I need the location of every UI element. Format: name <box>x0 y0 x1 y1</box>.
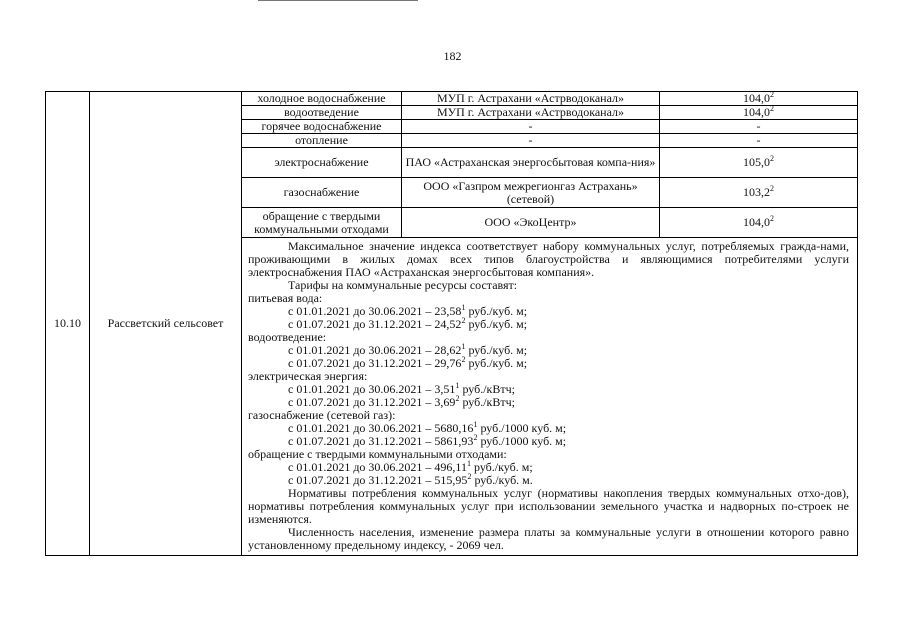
index-table <box>45 91 858 556</box>
top-rule <box>258 0 418 1</box>
tariff-text: с 01.07.2021 до 31.12.2021 – 24,52 <box>288 317 462 331</box>
index-value <box>660 120 858 134</box>
tariff-text: с 01.01.2021 до 30.06.2021 – 496,11 <box>288 460 467 474</box>
footnote-mark: 2 <box>461 355 466 364</box>
table-row <box>46 92 858 106</box>
tariff-unit: руб./куб. м; <box>465 343 528 357</box>
group-label: водоотведение: <box>248 330 327 344</box>
index-value <box>660 92 858 106</box>
index-value <box>660 134 858 148</box>
tariff-text: с 01.01.2021 до 30.06.2021 – 3,51 <box>288 382 456 396</box>
provider-name: - <box>402 120 660 134</box>
index-value <box>660 148 858 178</box>
tariff-unit: руб./куб. м; <box>465 317 528 331</box>
index-number: 103,2 <box>743 185 770 199</box>
provider-name: ПАО «Астраханская энергосбытовая компа-ния» <box>402 148 660 178</box>
index-value <box>660 178 858 208</box>
service-name: электроснабжение <box>242 148 402 178</box>
group-label: газоснабжение (сетевой газ): <box>248 408 396 422</box>
index-number: - <box>756 133 761 147</box>
provider-name: МУП г. Астрахани «Астрводоканал» <box>402 106 660 120</box>
tariff-unit: руб./1000 куб. м; <box>477 434 567 448</box>
footnote-mark: 1 <box>473 420 478 429</box>
tariff-text: с 01.07.2021 до 31.12.2021 – 515,95 <box>288 473 468 487</box>
page-number: 182 <box>443 49 462 63</box>
tariff-unit: руб./1000 куб. м; <box>477 421 567 435</box>
tariff-line <box>248 318 849 331</box>
footnote-mark: 1 <box>455 381 460 390</box>
footnote-mark: 2 <box>770 90 774 99</box>
tariff-text: с 01.01.2021 до 30.06.2021 – 28,62 <box>288 343 462 357</box>
service-name: газоснабжение <box>242 178 402 208</box>
provider-name: ООО «Газпром межрегионгаз Астрахань» (сетевой) <box>402 178 660 208</box>
footnote-mark: 2 <box>467 472 472 481</box>
tariff-unit: руб./куб. м; <box>465 304 528 318</box>
index-number: 104,0 <box>743 91 770 105</box>
tariff-unit: руб./куб. м; <box>465 356 528 370</box>
tariff-text: с 01.07.2021 до 31.12.2021 – 5861,93 <box>288 434 474 448</box>
tariff-unit: руб./куб. м; <box>471 460 533 474</box>
group-label: обращение с твердыми коммунальными отходами: <box>248 447 507 461</box>
group-label: питьевая вода: <box>248 291 323 305</box>
service-name: горячее водоснабжение <box>242 120 402 134</box>
footnote-mark: 2 <box>455 394 460 403</box>
service-name: отопление <box>242 134 402 148</box>
index-number: 105,0 <box>743 155 770 169</box>
index-value <box>660 208 858 238</box>
service-name: обращение с твердыми коммунальными отходами <box>242 208 402 238</box>
norms-paragraph: Нормативы потребления коммунальных услуг (нормативы накопления твердых коммунальных отхо-дов), нормативы потребления коммунальных услуг при использовании земельного участка и надворных по-строек не изменяются. <box>248 486 849 526</box>
row-number: 10.10 <box>46 92 90 556</box>
tariff-text: с 01.07.2021 до 31.12.2021 – 29,76 <box>288 356 462 370</box>
tariffs-heading: Тарифы на коммунальные ресурсы составят: <box>288 278 518 292</box>
index-number: 104,0 <box>743 105 770 119</box>
index-number: - <box>756 119 761 133</box>
group-label: электрическая энергия: <box>248 369 368 383</box>
provider-name: ООО «ЭкоЦентр» <box>402 208 660 238</box>
footnote-mark: 2 <box>461 316 466 325</box>
provider-name: - <box>402 134 660 148</box>
footnote-mark: 1 <box>461 303 466 312</box>
tariff-unit: руб./кВтч; <box>459 395 516 409</box>
footnote-mark: 2 <box>770 154 774 163</box>
tariff-text: с 01.07.2021 до 31.12.2021 – 3,69 <box>288 395 456 409</box>
footnote-mark: 2 <box>770 104 774 113</box>
footnote-mark: 2 <box>770 184 774 193</box>
provider-name: МУП г. Астрахани «Астрводоканал» <box>402 92 660 106</box>
municipality-name: Рассветский сельсовет <box>90 92 242 556</box>
tariff-text: с 01.01.2021 до 30.06.2021 – 23,58 <box>288 304 462 318</box>
service-name: водоотведение <box>242 106 402 120</box>
tariff-unit: руб./куб. м. <box>471 473 533 487</box>
index-value <box>660 106 858 120</box>
population-paragraph: Численность населения, изменение размера платы за коммунальные услуги в отношении которого равно установленному предельному индексу, - 2069 чел. <box>248 525 849 552</box>
footnote-mark: 1 <box>461 342 466 351</box>
footnote-mark: 2 <box>770 214 774 223</box>
index-number: 104,0 <box>743 215 770 229</box>
intro-paragraph: Максимальное значение индекса соответствует набору коммунальных услуг, потребляемых гражда-нами, проживающими в жилых домах всех типов благоустройства и являющимися потребителями услуги электроснабжения ПАО «Астраханская энергосбытовая компания». <box>248 239 849 279</box>
footnote-mark: 1 <box>467 459 471 468</box>
tariff-text: с 01.01.2021 до 30.06.2021 – 5680,16 <box>288 421 474 435</box>
description-cell <box>242 238 858 556</box>
tariff-unit: руб./кВтч; <box>459 382 516 396</box>
service-name: холодное водоснабжение <box>242 92 402 106</box>
footnote-mark: 2 <box>473 433 478 442</box>
